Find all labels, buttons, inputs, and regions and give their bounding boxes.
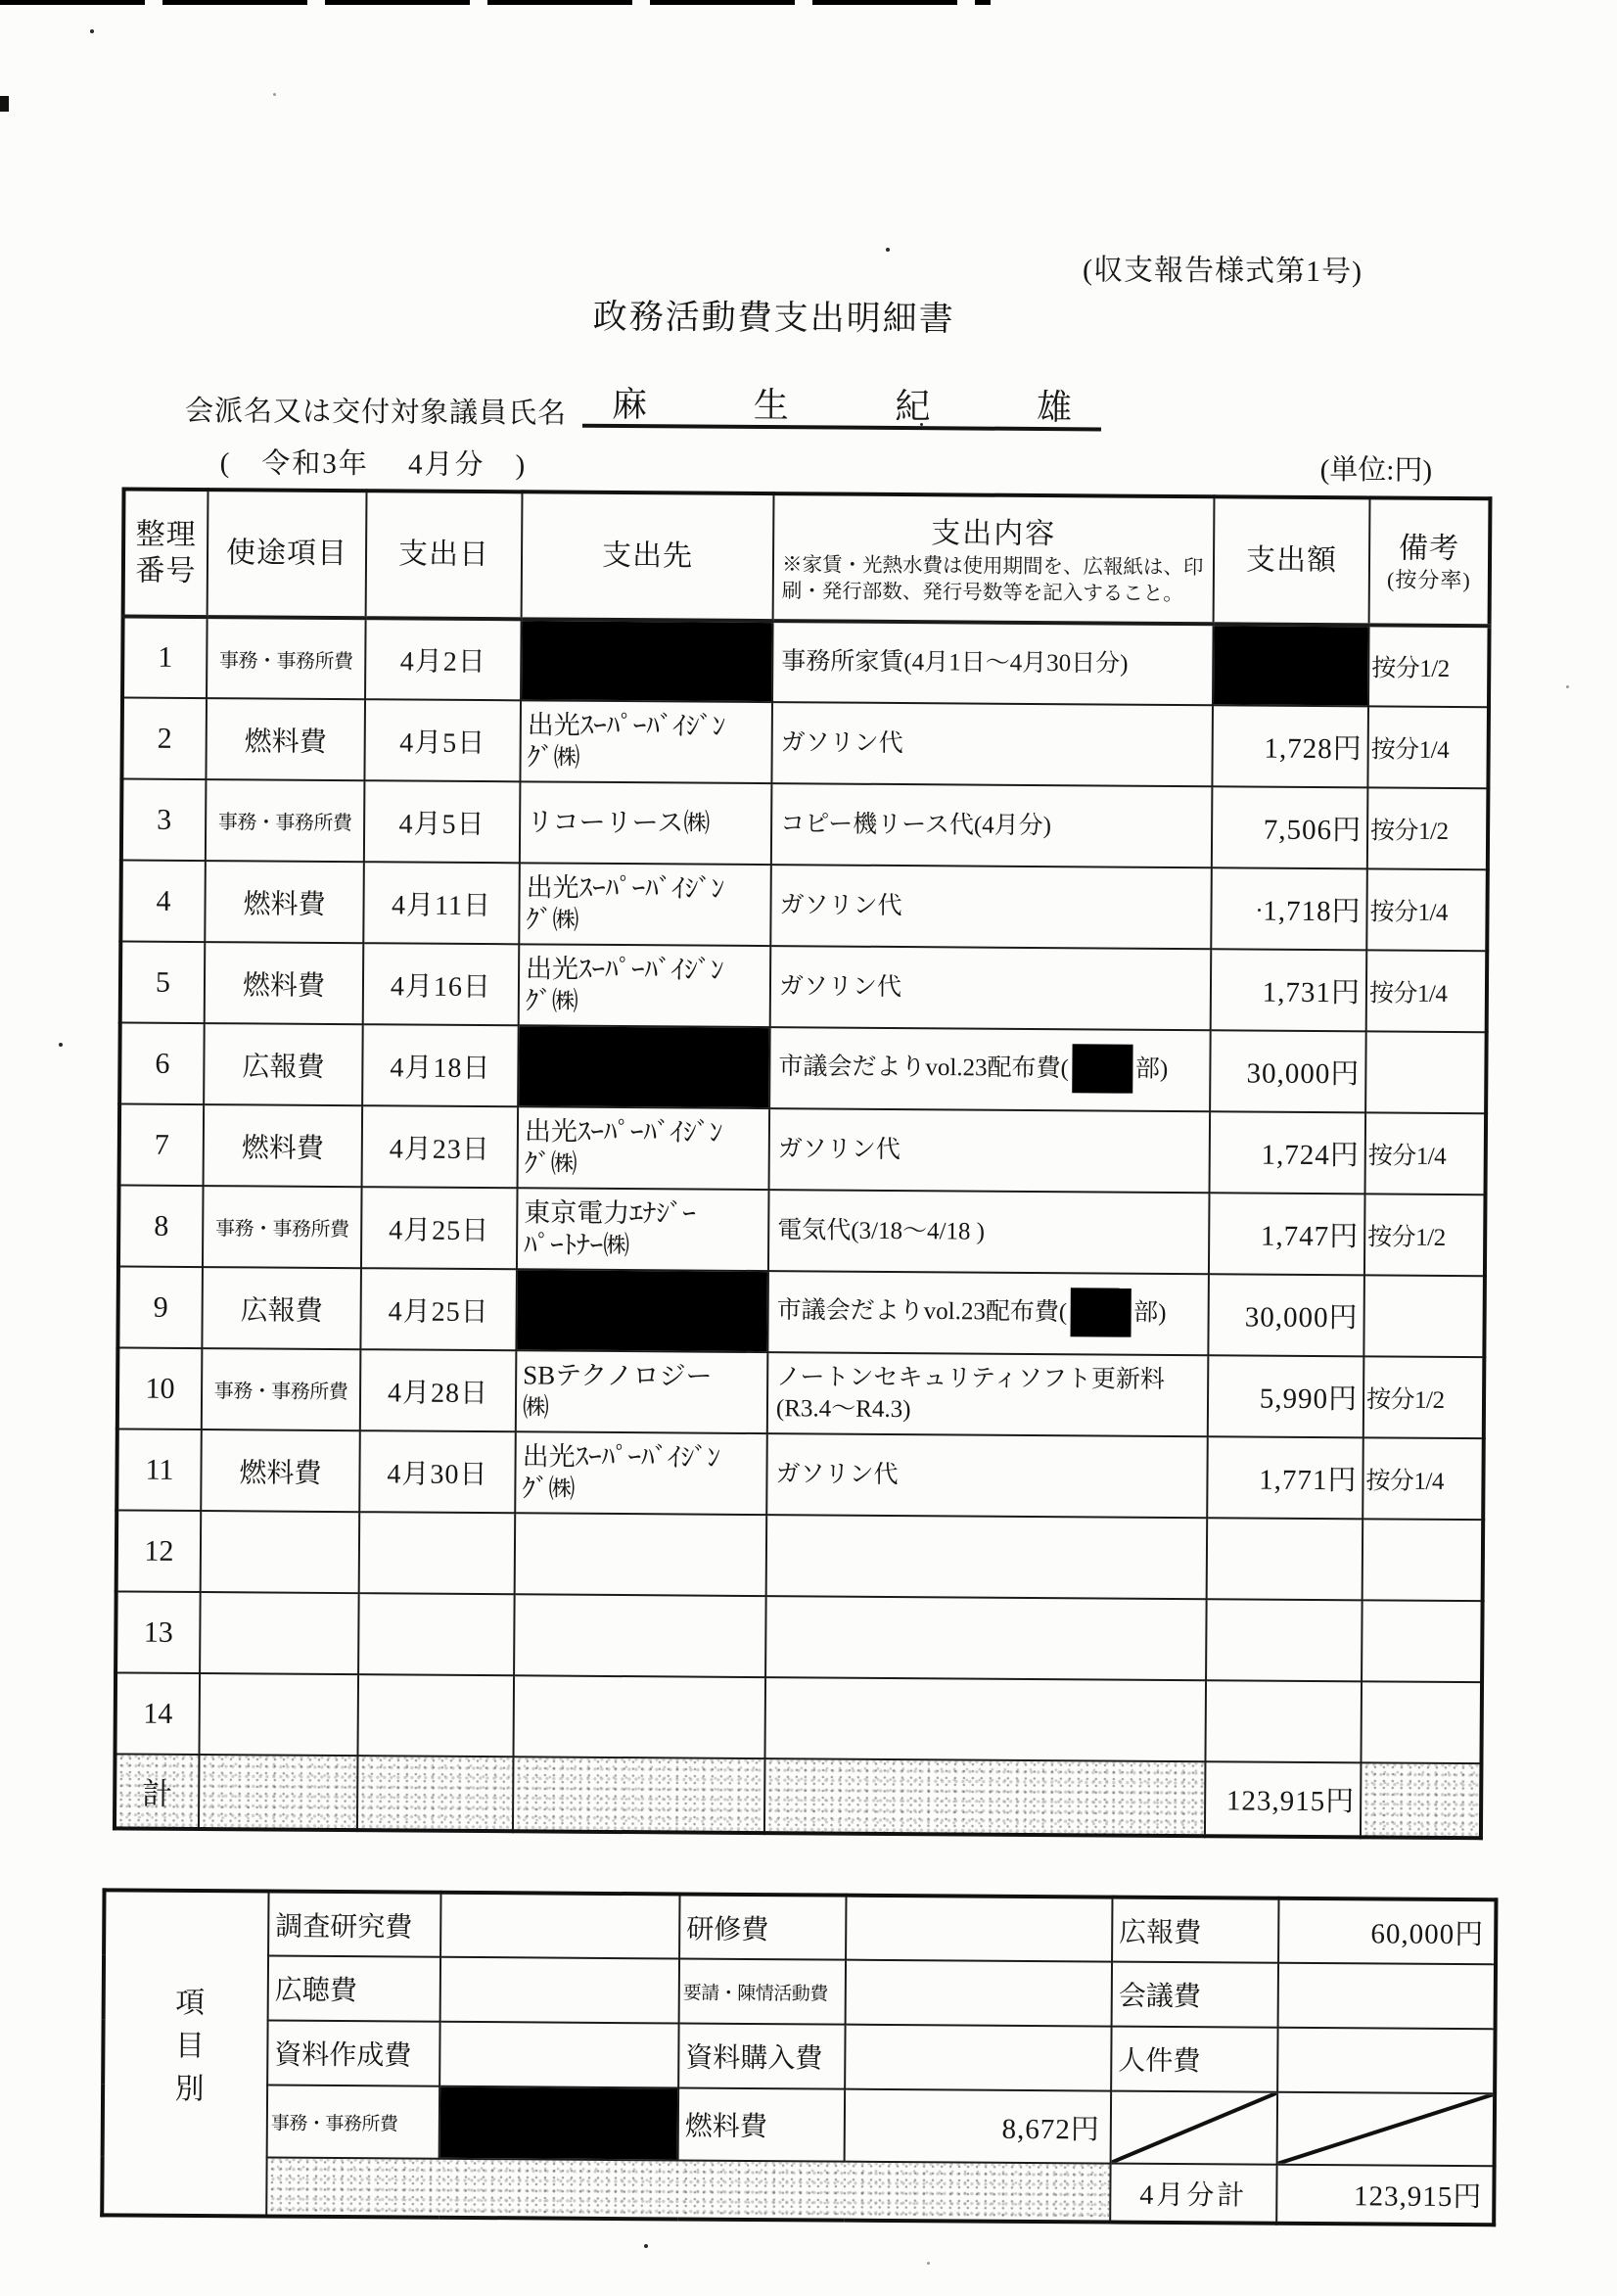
redaction-box [439,2086,679,2161]
cell-no: 4 [120,860,206,942]
name-char: 雄 [1036,387,1073,428]
total-empty [1361,1762,1482,1838]
summary-label: 調査研究費 [268,1892,440,1957]
cell-date: 4月5日 [364,780,521,863]
redaction-box [521,619,773,702]
expense-row-12 [116,1510,1484,1601]
total-empty [199,1755,358,1830]
cell-content: 電気代(3/18〜4/18 ) [768,1190,1210,1274]
name-char: 麻 [611,384,648,425]
expense-row-4 [120,860,1488,951]
cell-category: 事務・事務所費 [207,617,366,699]
expense-row-13 [116,1591,1483,1682]
cell-date: 4月25日 [361,1187,518,1269]
header-remarks [1369,497,1491,626]
cell-category: 燃料費 [206,698,365,780]
summary-label: 研修費 [679,1894,846,1959]
cell-amount: 7,506円 [1212,786,1368,868]
cell-content: ガソリン代 [770,946,1212,1030]
expense-row-14 [115,1672,1482,1763]
cell-remarks [1365,1031,1487,1113]
content-text: 市議会だよりvol.23配布費( [778,1053,1070,1082]
header-amount: 支出額 [1214,496,1370,625]
cell-date [357,1674,514,1757]
cell-remarks [1363,1519,1484,1601]
summary-total-label: 4月分計 [1110,2164,1276,2224]
member-name-label: 会派名又は交付対象議員氏名 [184,395,568,430]
cell-amount [1206,1599,1363,1681]
header-payee: 支出先 [522,492,774,621]
name-char: 紀 [895,386,931,427]
total-empty [764,1758,1206,1836]
summary-row-4 [103,2084,1495,2166]
header-content-note: ※家賃・光熱水費は使用期間を、広報紙は、印刷・発行部数、発行号数等を記入すること。 [781,554,1204,606]
cell-content: コピー機リース代(4月分) [771,783,1213,867]
cell-remarks: 按分1/4 [1366,950,1488,1032]
cell-amount [1205,1680,1362,1762]
cell-amount: 1,731円 [1211,949,1367,1031]
summary-value [439,2022,678,2088]
summary-label: 要請・陳情活動費 [679,1958,846,2024]
redaction-box-inline [1070,1288,1131,1336]
content-text: 部) [1134,1054,1169,1083]
cell-category: 広報費 [202,1267,361,1349]
cell-category: 燃料費 [205,942,364,1024]
summary-row-2 [104,1954,1496,2029]
summary-value [1277,2028,1495,2094]
header-remarks-line1: 備考 [1399,532,1460,565]
unit-label: (単位:円) [1319,454,1433,487]
cell-no: 5 [120,941,206,1023]
content-text: 市議会だよりvol.23配布費( [776,1296,1068,1326]
cell-category [199,1673,358,1756]
total-label: 計 [115,1754,200,1829]
cell-payee [513,1675,765,1758]
cell-remarks [1362,1600,1483,1682]
cell-payee: 出光ｽｰﾊﾟｰﾊﾞｲｼﾞﾝ ｸﾞ㈱ [519,863,771,946]
diagonal-strikethrough-cell [1277,2092,1496,2167]
cell-date: 4月25日 [360,1268,517,1350]
diagonal-strikethrough-cell [1111,2091,1278,2165]
summary-label: 人件費 [1111,2027,1277,2092]
expense-row-2 [121,697,1489,788]
summary-value [846,1896,1112,1962]
redaction-box [1213,624,1369,706]
summary-value: 8,672円 [845,2089,1112,2164]
expense-row-1 [122,616,1490,707]
cell-no: 13 [116,1591,201,1673]
cell-content: ガソリン代 [769,1108,1211,1193]
expense-row-3 [121,778,1489,869]
summary-total-speckle [266,2158,1110,2223]
cell-content [766,1515,1208,1599]
category-summary-table [100,1888,1498,2226]
cell-date [358,1593,515,1675]
summary-label: 事務・事務所費 [267,2085,440,2159]
cell-payee [518,1025,770,1108]
cell-amount: 1,747円 [1209,1193,1365,1275]
cell-date: 4月18日 [362,1024,519,1106]
page-title: 政務活動費支出明細書 [592,297,955,339]
summary-value [845,2025,1111,2091]
summary-side-label [102,1890,268,2216]
cell-category: 事務・事務所費 [206,779,365,862]
cell-remarks: 按分1/4 [1365,1112,1487,1195]
summary-total-value: 123,915円 [1276,2165,1494,2226]
table-header-row [123,489,1491,626]
total-amount: 123,915円 [1205,1761,1362,1837]
side-label-text: 項目別 [169,1986,204,2116]
cell-remarks: 按分1/4 [1363,1437,1484,1520]
cell-payee [514,1594,766,1677]
cell-remarks: 按分1/4 [1367,706,1489,788]
cell-category: 広報費 [204,1023,363,1105]
cell-content: ノートンセキュリティソフト更新料 (R3.4〜R4.3) [767,1352,1209,1436]
cell-date: 4月28日 [360,1349,517,1431]
cell-no: 8 [118,1185,204,1267]
cell-category: 燃料費 [204,1104,363,1187]
cell-no: 14 [115,1672,200,1755]
form-number: (収支報告様式第1号) [1082,254,1363,289]
cell-payee: SBテクノロジー ㈱ [516,1350,768,1433]
cell-content [765,1596,1207,1680]
cell-content: ガソリン代 [766,1433,1208,1518]
header-content-title: 支出内容 [931,517,1057,551]
name-char: 生 [753,385,789,426]
cell-category: 事務・事務所費 [203,1186,362,1268]
cell-category [200,1592,359,1674]
cell-amount: 30,000円 [1210,1030,1366,1112]
cell-payee: 出光ｽｰﾊﾟｰﾊﾞｲｼﾞﾝ ｸﾞ㈱ [515,1431,767,1515]
expense-row-6 [119,1022,1487,1113]
cell-payee: リコーリース㈱ [520,781,772,865]
report-period: ( 令和3年 4月分 ) [219,447,528,482]
total-empty [513,1757,765,1833]
cell-no: 10 [117,1347,203,1429]
expense-detail-table [113,487,1493,1840]
total-row [115,1754,1481,1838]
cell-amount: 1,718円 [1211,867,1367,950]
summary-label: 資料購入費 [678,2023,845,2088]
cell-remarks: 按分1/2 [1367,787,1489,869]
summary-value [846,1960,1112,2027]
cell-amount: 5,990円 [1208,1355,1364,1437]
header-content [773,493,1215,624]
cell-remarks: 按分1/2 [1363,1356,1485,1438]
cell-content [764,1677,1206,1761]
summary-label: 広報費 [1112,1898,1278,1963]
cell-date: 4月11日 [363,862,520,944]
cell-content [767,1271,1209,1355]
cell-date: 4月30日 [359,1430,516,1513]
expense-row-10 [117,1347,1485,1438]
cell-amount: 1,724円 [1210,1111,1366,1194]
cell-amount: 1,728円 [1212,705,1368,787]
cell-no: 2 [121,697,207,779]
member-name-underlined [582,377,1101,432]
cell-content [769,1027,1211,1111]
cell-date: 4月2日 [365,618,522,700]
cell-category: 燃料費 [205,861,364,943]
content-text: 部) [1133,1298,1167,1327]
cell-no: 6 [119,1022,205,1104]
summary-label: 資料作成費 [267,2021,439,2086]
cell-remarks: 按分1/4 [1366,868,1488,951]
cell-date [359,1512,516,1594]
cell-category [201,1511,360,1593]
cell-remarks [1361,1681,1482,1763]
summary-value [440,1957,679,2024]
total-empty [357,1756,514,1831]
cell-no: 9 [117,1266,203,1348]
summary-value [1278,1963,1496,2030]
cell-no: 3 [121,778,207,861]
cell-amount: 30,000円 [1208,1274,1364,1356]
cell-amount [1207,1518,1363,1600]
cell-no: 11 [116,1429,202,1511]
cell-category: 事務・事務所費 [202,1348,361,1430]
summary-label: 燃料費 [678,2087,846,2161]
redaction-box [516,1269,768,1352]
cell-content: ガソリン代 [771,702,1213,786]
summary-label: 広聴費 [268,1956,440,2022]
cell-no: 12 [116,1510,202,1592]
cell-remarks [1363,1275,1485,1357]
summary-total-row [102,2156,1494,2225]
expense-row-7 [119,1103,1487,1195]
cell-no: 1 [122,616,208,698]
cell-amount [1213,624,1369,706]
redaction-box [518,1025,770,1108]
header-date: 支出日 [366,491,523,619]
cell-payee: 東京電力ｴﾅｼﾞｰ ﾊﾟｰﾄﾅｰ㈱ [517,1188,769,1271]
cell-payee: 出光ｽｰﾊﾟｰﾊﾞｲｼﾞﾝ ｸﾞ㈱ [518,1106,770,1190]
summary-value [439,2086,679,2161]
summary-row-1 [104,1890,1496,1964]
header-no: 整理 番号 [123,489,208,617]
redaction-box-inline [1072,1044,1132,1093]
summary-label: 会議費 [1112,1962,1278,2028]
expense-row-9 [117,1266,1485,1357]
cell-category: 燃料費 [201,1429,360,1512]
header-remarks-line2: (按分率) [1386,567,1471,593]
cell-date: 4月5日 [364,699,521,781]
cell-date: 4月16日 [363,943,520,1025]
summary-row-3 [103,2019,1495,2093]
cell-date: 4月23日 [362,1105,519,1188]
cell-payee: 出光ｽｰﾊﾟｰﾊﾞｲｼﾞﾝ ｸﾞ㈱ [519,944,771,1027]
cell-remarks: 按分1/2 [1364,1194,1486,1276]
cell-payee [516,1269,768,1352]
summary-value [440,1893,679,1959]
cell-payee [521,619,773,702]
cell-payee [515,1513,767,1596]
expense-row-11 [116,1429,1484,1520]
cell-no: 7 [119,1103,205,1186]
expense-row-8 [118,1185,1486,1276]
cell-remarks: 按分1/2 [1368,625,1490,707]
summary-value: 60,000円 [1278,1898,1496,1965]
header-category: 使途項目 [208,490,367,618]
cell-content: 事務所家賃(4月1日〜4月30日分) [772,621,1214,705]
cell-payee: 出光ｽｰﾊﾟｰﾊﾞｲｼﾞﾝ ｸﾞ㈱ [520,700,772,783]
cell-content: ガソリン代 [770,865,1212,949]
expense-row-5 [120,941,1488,1032]
cell-amount: 1,771円 [1207,1436,1363,1519]
